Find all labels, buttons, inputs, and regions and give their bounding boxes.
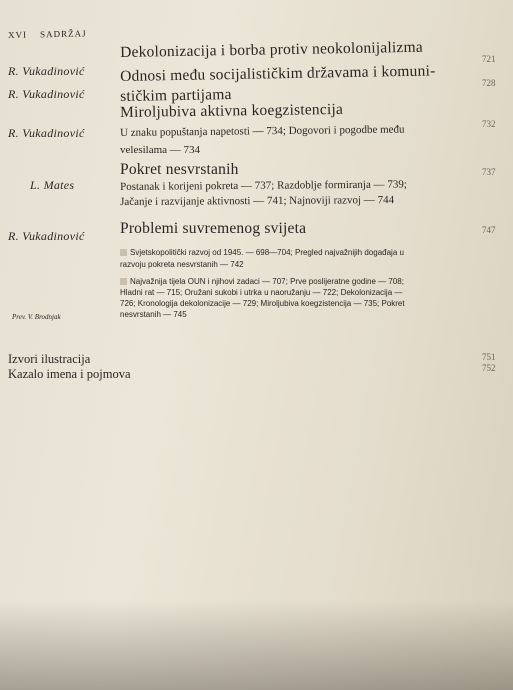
entry-title: Odnosi među socijalističkim državama i komuni- [120, 62, 436, 85]
entry-title: Pokret nesvrstanih [120, 161, 239, 178]
entry-title: Problemi suvremenog svijeta [120, 220, 307, 237]
tail-item-label: Izvori ilustracija [8, 352, 91, 366]
tail-item-page: 751 [482, 352, 496, 362]
entry-page: 732 [482, 119, 496, 129]
note-line: Svjetskopolitički razvoj od 1945. — 698—704; Pregled najvažnijih događaja u [120, 248, 404, 257]
entry-title: Dekolonizacija i borba protiv neokolonijalizma [120, 38, 424, 61]
note-marker-icon [120, 278, 127, 285]
entry-page: 747 [482, 225, 496, 235]
note-line: Hladni rat — 715; Oružani sukobi i utrka u naoružanju — 722; Dekolonizacija — [120, 288, 403, 297]
editor-credit: Prev. V. Brodnjak [12, 313, 61, 321]
header-roman: XVI [8, 29, 28, 40]
page-header [8, 28, 87, 40]
note-line: 726; Kronologija dekolonizacije — 729; Miroljubiva koegzistencija — 735; Pokret [120, 299, 405, 308]
entry-author: R. Vukadinović [8, 126, 85, 140]
entry-author: L. Mates [30, 178, 75, 192]
entry-page: 721 [482, 54, 496, 64]
entry-subtopics: U znaku popuštanja napetosti — 734; Dogovori i pogodbe među [120, 123, 405, 139]
entry-title-cont: stičkim partijama [120, 86, 232, 105]
note-marker-icon [120, 249, 127, 256]
tail-item-label: Kazalo imena i pojmova [8, 367, 131, 381]
entry-subtopics-cont: velesilama — 734 [120, 144, 201, 156]
entry-subtopics-cont: Jačanje i razvijanje aktivnosti — 741; Najnoviji razvoj — 744 [120, 194, 395, 208]
page-shadow [0, 600, 513, 690]
header-section: SADRŽAJ [39, 28, 87, 40]
note-line: nesvrstanih — 745 [120, 310, 187, 319]
note-line: Najvažnija tijela OUN i njihovi zadaci — 707; Prve poslijeratne godine — 708; [120, 277, 404, 286]
entry-author: R. Vukadinović [8, 64, 85, 78]
entry-author: R. Vukadinović [8, 87, 85, 101]
entry-subtopics: Postanak i korijeni pokreta — 737; Razdoblje formiranja — 739; [120, 178, 407, 193]
entry-page: 728 [482, 78, 496, 88]
entry-page: 737 [482, 167, 496, 177]
entry-author: R. Vukadinović [8, 229, 85, 243]
note-line: razvoju pokreta nesvrstanih — 742 [120, 260, 244, 269]
tail-item-page: 752 [482, 363, 496, 373]
entry-title: Miroljubiva aktivna koegzistencija [120, 100, 344, 121]
